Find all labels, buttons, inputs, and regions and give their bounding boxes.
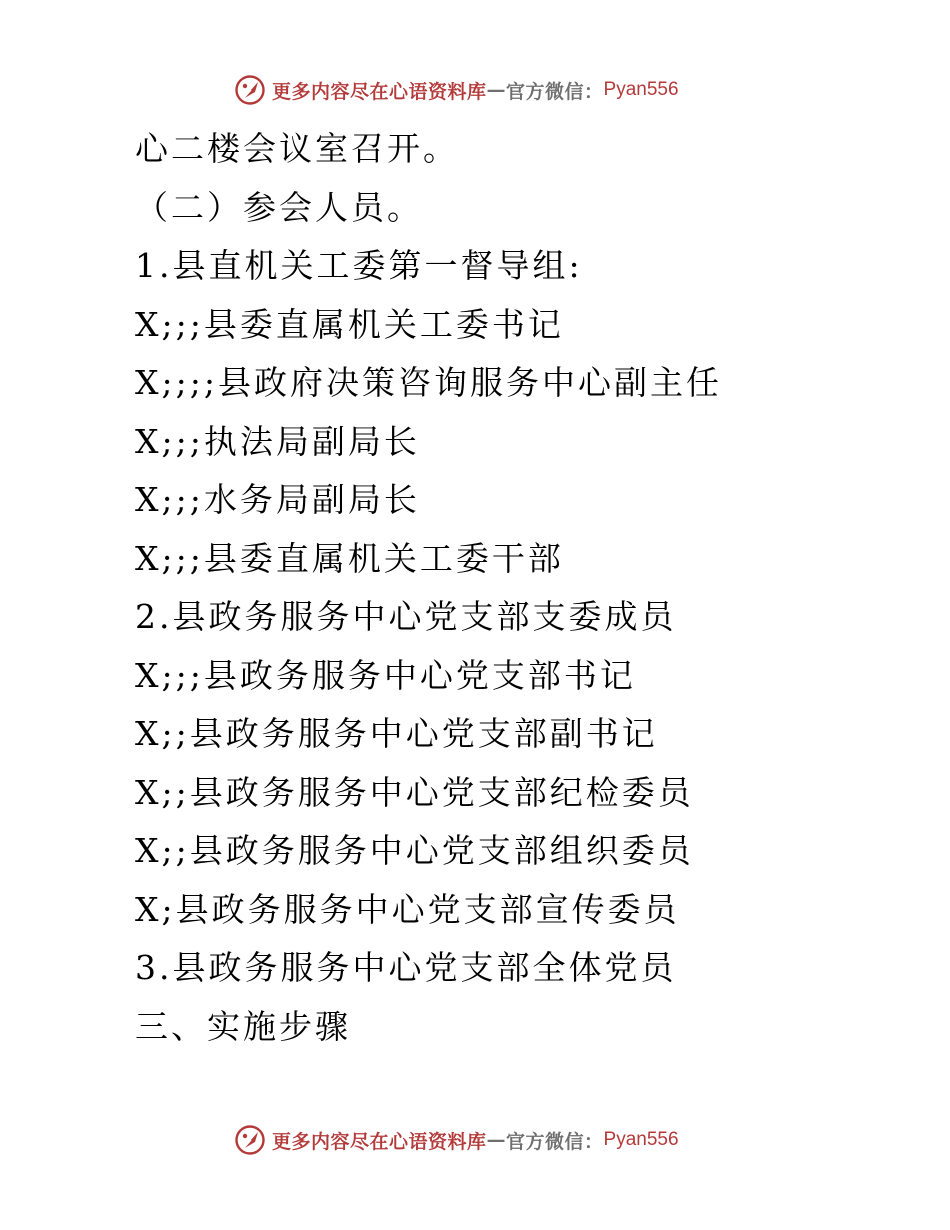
watermark-main-text: 更多内容尽在心语资料库 xyxy=(272,80,487,103)
watermark-label: 官方微信： xyxy=(506,80,604,103)
section-heading: （二）参会人员。 xyxy=(135,187,423,227)
member-line: X;;;水务局副局长 xyxy=(135,480,420,519)
group-heading: 2.县政务服务中心党支部支委成员 xyxy=(135,597,677,636)
watermark-label: 官方微信： xyxy=(506,1130,604,1153)
member-line: X;;县政务服务中心党支部纪检委员 xyxy=(135,772,694,812)
member-line: X;县政务服务中心党支部宣传委员 xyxy=(135,889,680,929)
member-line: X;;;县政务服务中心党支部书记 xyxy=(135,655,636,695)
member-line: X;;;县委直属机关工委干部 xyxy=(135,538,564,578)
member-line: X;;;执法局副局长 xyxy=(135,421,420,461)
document-body xyxy=(135,120,895,1056)
group-heading: 3.县政务服务中心党支部全体党员 xyxy=(135,948,677,987)
member-line: X;;县政务服务中心党支部副书记 xyxy=(135,714,658,753)
watermark-id: Pyan556 xyxy=(603,79,679,100)
group-heading: 1.县直机关工委第一督导组: xyxy=(135,246,583,285)
quill-logo-icon xyxy=(234,74,266,106)
watermark-dash: — xyxy=(486,1129,507,1151)
quill-logo-icon xyxy=(234,1124,266,1156)
member-line: X;;;县委直属机关工委书记 xyxy=(135,304,564,344)
watermark-dash: — xyxy=(486,79,507,101)
member-line: X;;县政务服务中心党支部组织委员 xyxy=(135,831,694,870)
section-heading: 三、实施步骤 xyxy=(135,1006,351,1046)
watermark-id: Pyan556 xyxy=(603,1129,679,1150)
text-line: 心二楼会议室召开。 xyxy=(135,129,459,168)
member-line: X;;;;县政府决策咨询服务中心副主任 xyxy=(135,363,722,402)
watermark-main-text: 更多内容尽在心语资料库 xyxy=(272,1130,487,1153)
header-watermark xyxy=(234,72,679,108)
footer-watermark xyxy=(234,1122,679,1158)
